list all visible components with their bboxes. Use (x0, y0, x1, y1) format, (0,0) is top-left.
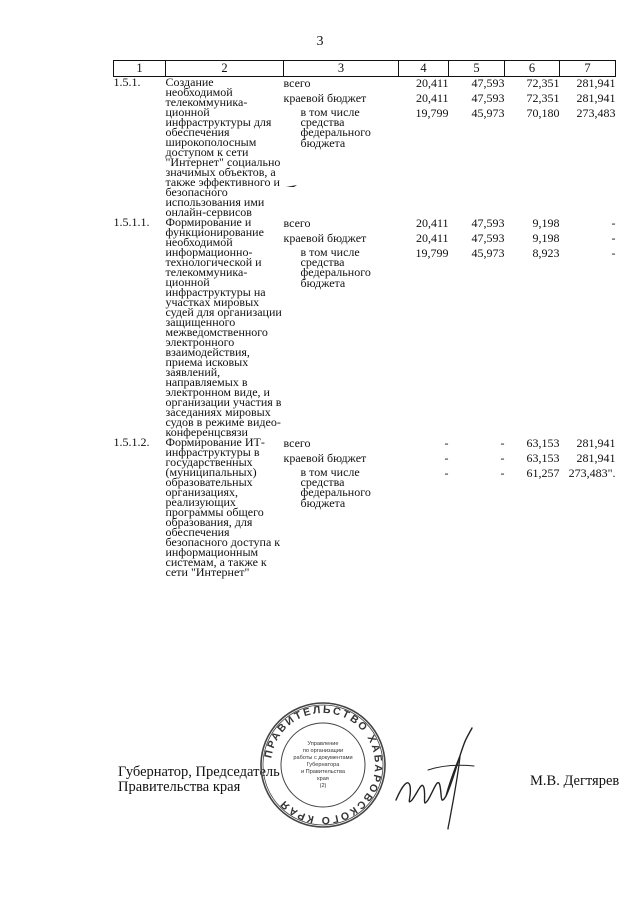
value-cell: 47,593 (471, 231, 505, 245)
row-code: 1.5.1.2. (113, 435, 150, 449)
value-cell: 9,198 (532, 216, 560, 230)
col-7-values (560, 77, 616, 218)
row-code: 1.5.1. (113, 75, 141, 89)
source-federal: в том числе средства федерального бюджета (300, 105, 371, 150)
col-7-values (560, 217, 616, 437)
col-7-values (560, 437, 616, 577)
col-4-values (399, 437, 449, 577)
svg-text:и Правительства: и Правительства (301, 769, 345, 775)
value-cell: - (444, 451, 449, 465)
row-name: Формирование ИТ-инфраструктуры в государственных (муниципальных) образовательных организациях, реализующих программы общего образования, для обеспечения безопасного доступа к информационным системам, а также к сети "Интернет" (165, 435, 281, 579)
row-sources (284, 77, 399, 218)
table-row (114, 437, 616, 577)
source-regional: краевой бюджет (283, 451, 367, 465)
row-name: Формирование и функционирование необходимой информационно-технологической и телекоммуника-ционной инфраструктуры на участках мировых судей для организации защищенного межведомственного электронного взаимодействия, приема исковых заявлений, направляемых в электронном виде, и организации участия в заседаниях мировых судов в режиме видео-конференцсвязи (165, 215, 282, 439)
source-total: всего (283, 436, 311, 450)
value-cell: 20,411 (415, 216, 449, 230)
value-cell: 61,257 (526, 466, 560, 480)
page-number: 3 (316, 34, 324, 49)
header-cell: 5 (449, 61, 505, 77)
value-cell: 70,180 (526, 106, 560, 120)
value-cell: 20,411 (415, 91, 449, 105)
source-federal: в том числе средства федерального бюджета (300, 465, 371, 510)
value-cell: 281,941 (576, 436, 616, 450)
value-cell: 19,799 (415, 106, 449, 120)
value-cell: 72,351 (526, 76, 560, 90)
col-4-values (399, 217, 449, 437)
source-regional: краевой бюджет (283, 231, 367, 245)
value-cell: 47,593 (471, 91, 505, 105)
table-row (114, 77, 616, 218)
value-cell: 63,153 (526, 436, 560, 450)
col-5-values (449, 77, 505, 218)
table-row (114, 217, 616, 437)
value-cell: 63,153 (526, 451, 560, 465)
col-6-values (505, 437, 560, 577)
handwritten-signature-icon (388, 726, 478, 830)
header-cell: 3 (284, 61, 399, 77)
svg-text:Управление: Управление (307, 741, 339, 747)
row-sources (284, 217, 399, 437)
value-cell: - (444, 466, 449, 480)
signatory-position (118, 765, 280, 795)
source-regional: краевой бюджет (283, 91, 367, 105)
value-cell: 9,198 (532, 231, 560, 245)
row-name: Создание необходимой телекоммуника-ционной инфраструктуры для обеспечения широкополосным доступом к сети "Интернет" социально значимых объектов, а также эффективного и безопасного использования ими онлайн-сервисов (165, 75, 281, 219)
svg-text:по организации: по организации (302, 748, 344, 754)
col-6-values (505, 217, 560, 437)
header-cell: 6 (505, 61, 560, 77)
source-total: всего (283, 76, 311, 90)
value-cell: - (500, 436, 505, 450)
svg-text:(2): (2) (319, 783, 327, 789)
value-cell: 47,593 (471, 216, 505, 230)
value-cell: - (611, 216, 616, 230)
value-cell: 273,483". (568, 466, 616, 480)
official-stamp-icon (258, 700, 388, 830)
header-cell: 7 (560, 61, 616, 77)
value-cell: - (500, 451, 505, 465)
header-cell: 1 (114, 61, 166, 77)
signatory-name: М.В. Дегтярев (530, 773, 620, 789)
value-cell: 45,973 (471, 106, 505, 120)
header-cell: 2 (166, 61, 284, 77)
value-cell: 281,941 (576, 451, 616, 465)
value-cell: 72,351 (526, 91, 560, 105)
header-cell: 4 (399, 61, 449, 77)
value-cell: 8,923 (532, 246, 560, 260)
position-line-2: Правительства края (118, 779, 241, 795)
col-4-values (399, 77, 449, 218)
value-cell: 273,483 (576, 106, 616, 120)
source-federal: в том числе средства федерального бюджета (300, 245, 371, 290)
value-cell: 47,593 (471, 76, 505, 90)
value-cell: 281,941 (576, 76, 616, 90)
value-cell: - (611, 231, 616, 245)
col-5-values (449, 437, 505, 577)
row-code: 1.5.1.1. (113, 215, 150, 229)
source-total: всего (283, 216, 311, 230)
svg-text:края: края (317, 776, 329, 782)
value-cell: - (611, 246, 616, 260)
svg-text:Губернатора: Губернатора (306, 762, 340, 768)
row-sources (284, 437, 399, 577)
budget-table (113, 60, 616, 577)
value-cell: - (500, 466, 505, 480)
value-cell: 45,973 (471, 246, 505, 260)
svg-text:работы с документами: работы с документами (293, 755, 353, 761)
col-5-values (449, 217, 505, 437)
col-6-values (505, 77, 560, 218)
value-cell: - (444, 436, 449, 450)
value-cell: 20,411 (415, 76, 449, 90)
position-line-1: Губернатор, Председатель (118, 764, 280, 780)
svg-text:ПРАВИТЕЛЬСТВО ХАБАРОВСКОГО КРА: ПРАВИТЕЛЬСТВО ХАБАРОВСКОГО КРАЯ (262, 703, 385, 827)
value-cell: 19,799 (415, 246, 449, 260)
pen-mark-icon (285, 183, 299, 189)
value-cell: 281,941 (576, 91, 616, 105)
value-cell: 20,411 (415, 231, 449, 245)
